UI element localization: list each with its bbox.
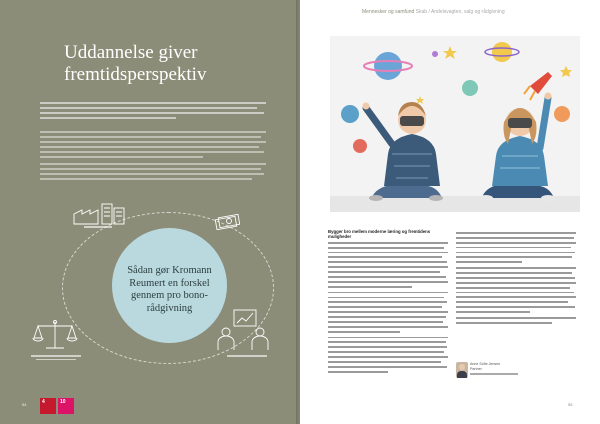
intro-paragraph bbox=[40, 102, 266, 122]
money-icon bbox=[214, 214, 240, 230]
sdg-goal-badge: 10 bbox=[58, 398, 74, 414]
page-number-left: 54 bbox=[22, 402, 27, 407]
body-text-left bbox=[40, 131, 266, 183]
running-header: Mennesker og samfund Skab / Andelsvagten, salg og rådgivning bbox=[362, 9, 505, 15]
contact-block bbox=[470, 362, 518, 375]
body-column-2 bbox=[456, 232, 576, 327]
body-column-1 bbox=[328, 229, 448, 376]
body-heading: Bygger bro mellem moderne læring og fremtidens muligheder bbox=[328, 229, 431, 240]
sdg-goal-badge: 4 bbox=[40, 398, 56, 414]
page-number-right: 55 bbox=[568, 402, 573, 407]
planet-illustration bbox=[341, 42, 570, 153]
children-vr-photo bbox=[330, 36, 580, 212]
scales-caption bbox=[28, 355, 84, 360]
contact-avatar bbox=[456, 362, 468, 378]
people-growth-icon bbox=[214, 308, 274, 352]
contact-name: Anne Sofie Jensen bbox=[470, 362, 501, 366]
scales-of-justice-icon bbox=[32, 318, 78, 352]
child-right-figure bbox=[479, 93, 555, 202]
circle-callout-text: Sådan gør Kromann Reumert en forskel gennem pro bono-rådgivning bbox=[127, 265, 212, 314]
running-header-sub: Skab / Andelsvagten, salg og rådgivning bbox=[415, 9, 505, 15]
factory-icon bbox=[72, 200, 128, 226]
contact-title: Partner bbox=[470, 367, 482, 371]
child-left-figure bbox=[363, 102, 444, 201]
factory-caption bbox=[78, 226, 118, 228]
people-caption bbox=[222, 355, 272, 357]
page-title: Uddannelse giver fremtidsperspektiv bbox=[64, 42, 207, 85]
